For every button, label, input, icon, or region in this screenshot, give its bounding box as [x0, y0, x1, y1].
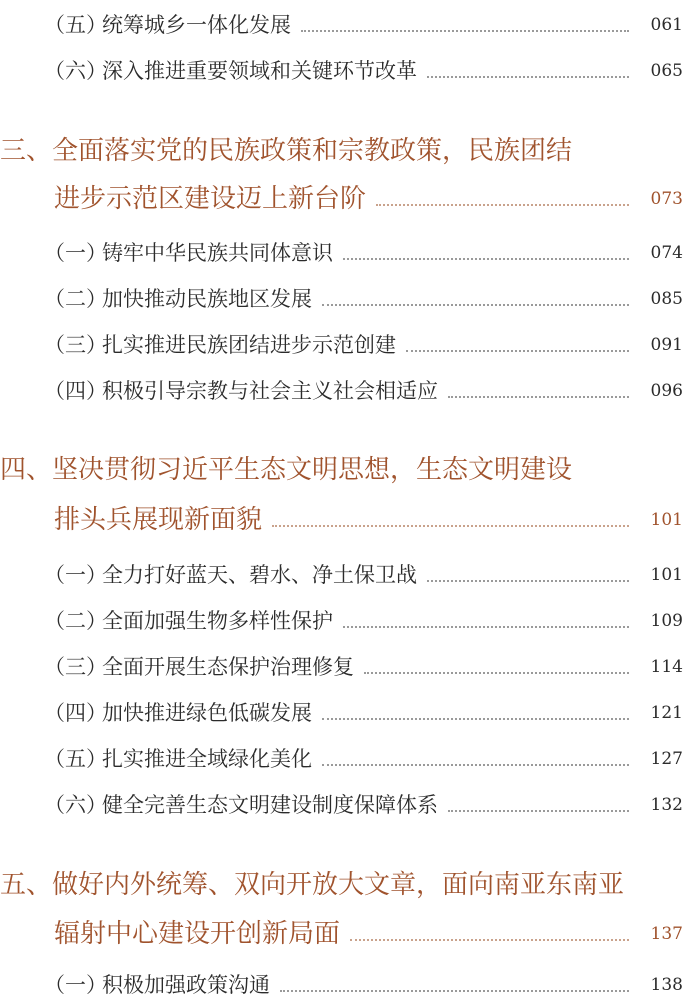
toc-item-number: （四） — [44, 379, 107, 403]
dot-leader — [280, 982, 629, 992]
dot-leader — [427, 68, 629, 78]
toc-item-number: （三） — [44, 655, 107, 679]
toc-item-number: （二） — [44, 609, 107, 633]
toc-item-page: 091 — [650, 335, 683, 355]
toc-item-number: （五） — [44, 747, 107, 771]
section-heading[interactable] — [0, 917, 688, 951]
toc-item-title: 扎实推进全域绿化美化 — [102, 747, 312, 771]
toc-item[interactable] — [0, 10, 688, 40]
toc-item-title: 深入推进重要领域和关键环节改革 — [102, 59, 417, 83]
toc-item[interactable] — [0, 652, 688, 682]
toc-item[interactable] — [0, 284, 688, 314]
toc-item[interactable] — [0, 560, 688, 590]
toc-item[interactable] — [0, 376, 688, 406]
dot-leader — [322, 296, 629, 306]
section-heading-line2: 排头兵展现新面貌 — [54, 505, 263, 535]
toc-item-number: （四） — [44, 701, 107, 725]
toc-item-page: 132 — [650, 795, 683, 815]
toc-item-number: （六） — [44, 59, 107, 83]
dot-leader — [322, 710, 629, 720]
toc-item-page: 138 — [650, 975, 683, 995]
toc-item[interactable] — [0, 330, 688, 360]
toc-item-number: （六） — [44, 793, 107, 817]
toc-item-number: （一） — [44, 973, 107, 997]
dot-leader — [322, 756, 629, 766]
dot-leader — [364, 664, 629, 674]
section-page: 137 — [650, 924, 683, 944]
toc-item-number: （三） — [44, 333, 107, 357]
toc-item-page: 127 — [650, 749, 683, 769]
toc-item[interactable] — [0, 56, 688, 86]
toc-item-page: 114 — [650, 657, 683, 677]
toc-item-title: 扎实推进民族团结进步示范创建 — [102, 333, 396, 357]
toc-item-title: 积极引导宗教与社会主义社会相适应 — [102, 379, 438, 403]
toc-item-title: 全力打好蓝天、碧水、净土保卫战 — [102, 563, 417, 587]
toc-item[interactable] — [0, 790, 688, 820]
toc-item-page: 061 — [650, 15, 683, 35]
toc-item-title: 铸牢中华民族共同体意识 — [102, 241, 333, 265]
toc-item-title: 加快推动民族地区发展 — [102, 287, 312, 311]
section-heading-line1[interactable]: 三、全面落实党的民族政策和宗教政策，民族团结 — [0, 136, 573, 166]
toc-item-page: 096 — [650, 381, 683, 401]
toc-item[interactable] — [0, 606, 688, 636]
dot-leader — [427, 572, 629, 582]
section-heading[interactable] — [0, 182, 688, 216]
toc-item-page: 109 — [650, 611, 683, 631]
dot-leader — [448, 388, 629, 398]
toc-item-page: 065 — [650, 61, 683, 81]
dot-leader — [272, 517, 629, 527]
toc-item[interactable] — [0, 970, 688, 1000]
toc-item[interactable] — [0, 698, 688, 728]
toc-item-page: 101 — [650, 565, 683, 585]
toc-item-title: 积极加强政策沟通 — [102, 973, 270, 997]
toc-item-number: （一） — [44, 563, 107, 587]
toc-item-title: 健全完善生态文明建设制度保障体系 — [102, 793, 438, 817]
section-heading-line1[interactable]: 五、做好内外统筹、双向开放大文章，面向南亚东南亚 — [0, 870, 625, 900]
section-heading[interactable] — [0, 503, 688, 537]
toc-item[interactable] — [0, 238, 688, 268]
toc-item-page: 085 — [650, 289, 683, 309]
section-heading-line2: 进步示范区建设迈上新台阶 — [54, 184, 367, 214]
section-heading-line2: 辐射中心建设开创新局面 — [54, 919, 341, 949]
toc-item-number: （五） — [44, 13, 107, 37]
dot-leader — [343, 618, 629, 628]
toc-item-number: （一） — [44, 241, 107, 265]
dot-leader — [448, 802, 629, 812]
toc-item-number: （二） — [44, 287, 107, 311]
toc-item[interactable] — [0, 744, 688, 774]
dot-leader — [350, 931, 629, 941]
toc-item-title: 统筹城乡一体化发展 — [102, 13, 291, 37]
toc-item-page: 074 — [650, 243, 683, 263]
section-page: 073 — [650, 189, 683, 209]
toc-item-title: 加快推进绿色低碳发展 — [102, 701, 312, 725]
dot-leader — [301, 22, 629, 32]
dot-leader — [406, 342, 629, 352]
dot-leader — [376, 196, 629, 206]
toc-item-page: 121 — [650, 703, 683, 723]
toc-item-title: 全面开展生态保护治理修复 — [102, 655, 354, 679]
section-heading-line1[interactable]: 四、坚决贯彻习近平生态文明思想，生态文明建设 — [0, 455, 573, 485]
dot-leader — [343, 250, 629, 260]
section-page: 101 — [650, 510, 683, 530]
toc-item-title: 全面加强生物多样性保护 — [102, 609, 333, 633]
